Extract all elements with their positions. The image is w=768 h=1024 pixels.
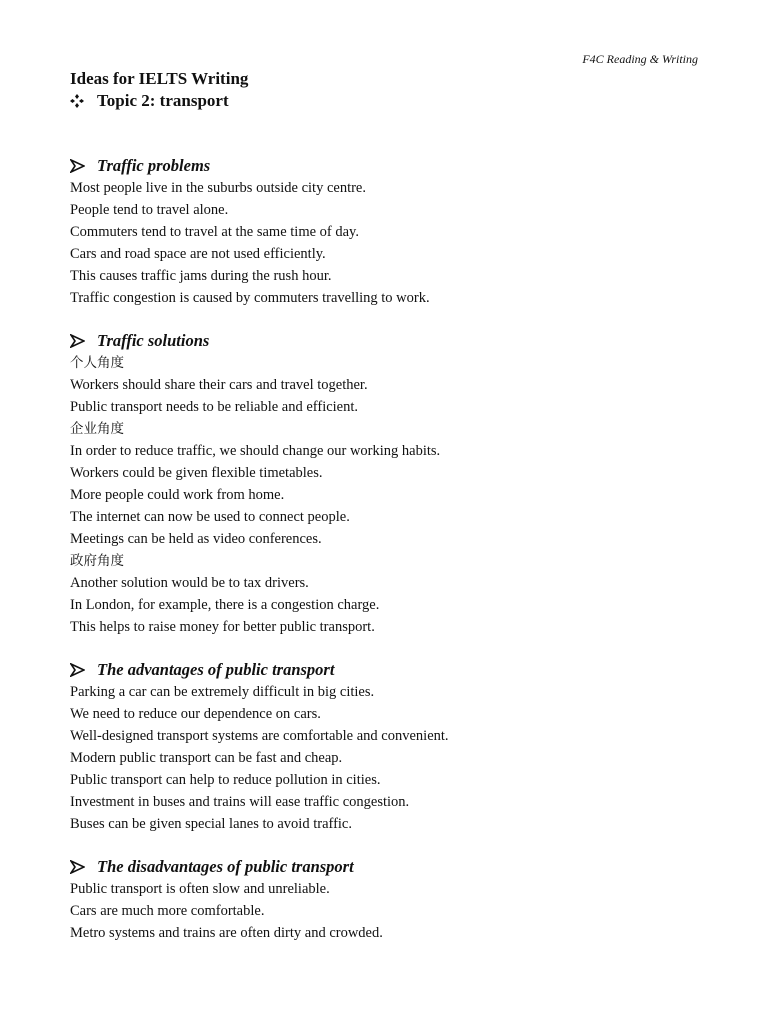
list-item: More people could work from home. <box>70 487 285 503</box>
list-item: Another solution would be to tax drivers. <box>70 575 309 591</box>
list-item: Well-designed transport systems are comfortable and convenient. <box>70 728 449 744</box>
four-diamond-icon <box>70 94 84 108</box>
arrowhead-icon <box>70 860 85 874</box>
section-traffic-problems <box>70 155 710 309</box>
list-item: People tend to travel alone. <box>70 202 229 218</box>
list-item: Metro systems and trains are often dirty and crowded. <box>70 925 383 941</box>
list-item: Parking a car can be extremely difficult in big cities. <box>70 684 375 700</box>
section-traffic-solutions <box>70 330 710 638</box>
list-item: Modern public transport can be fast and cheap. <box>70 750 343 766</box>
section-disadvantages-public-transport <box>70 856 710 944</box>
list-item: Public transport needs to be reliable and efficient. <box>70 399 359 415</box>
running-header: F4C Reading & Writing <box>582 52 698 66</box>
list-item: In order to reduce traffic, we should change our working habits. <box>70 443 441 459</box>
list-item: In London, for example, there is a congestion charge. <box>70 597 380 613</box>
list-item: Traffic congestion is caused by commuters travelling to work. <box>70 290 430 306</box>
topic-text: Topic 2: transport <box>97 91 229 110</box>
list-item: The internet can now be used to connect people. <box>70 509 350 525</box>
subheading-government: 政府角度 <box>70 553 124 569</box>
list-item: Most people live in the suburbs outside city centre. <box>70 180 366 196</box>
section-heading <box>70 330 710 352</box>
section-heading-text: The advantages of public transport <box>97 660 335 679</box>
section-heading <box>70 659 710 681</box>
subheading-enterprise: 企业角度 <box>70 421 124 437</box>
section-heading <box>70 856 710 878</box>
list-item: This causes traffic jams during the rush hour. <box>70 268 332 284</box>
section-heading-text: Traffic problems <box>97 156 211 175</box>
list-item: Cars are much more comfortable. <box>70 903 265 919</box>
document-title: Ideas for IELTS Writing <box>70 69 249 88</box>
list-item: Cars and road space are not used efficiently. <box>70 246 326 262</box>
section-heading-text: Traffic solutions <box>97 331 210 350</box>
list-item: We need to reduce our dependence on cars. <box>70 706 321 722</box>
list-item: Public transport can help to reduce pollution in cities. <box>70 772 381 788</box>
list-item: Commuters tend to travel at the same time of day. <box>70 224 359 240</box>
list-item: Buses can be given special lanes to avoid traffic. <box>70 816 352 832</box>
arrowhead-icon <box>70 663 85 677</box>
section-heading-text: The disadvantages of public transport <box>97 857 354 876</box>
list-item: This helps to raise money for better public transport. <box>70 619 375 635</box>
arrowhead-icon <box>70 159 85 173</box>
section-advantages-public-transport <box>70 659 710 835</box>
topic-heading <box>70 90 229 112</box>
list-item: Workers should share their cars and travel together. <box>70 377 368 393</box>
section-heading <box>70 155 710 177</box>
arrowhead-icon <box>70 334 85 348</box>
list-item: Workers could be given flexible timetables. <box>70 465 323 481</box>
list-item: Investment in buses and trains will ease traffic congestion. <box>70 794 410 810</box>
list-item: Meetings can be held as video conferences. <box>70 531 322 547</box>
list-item: Public transport is often slow and unreliable. <box>70 881 330 897</box>
subheading-individual: 个人角度 <box>70 355 124 371</box>
